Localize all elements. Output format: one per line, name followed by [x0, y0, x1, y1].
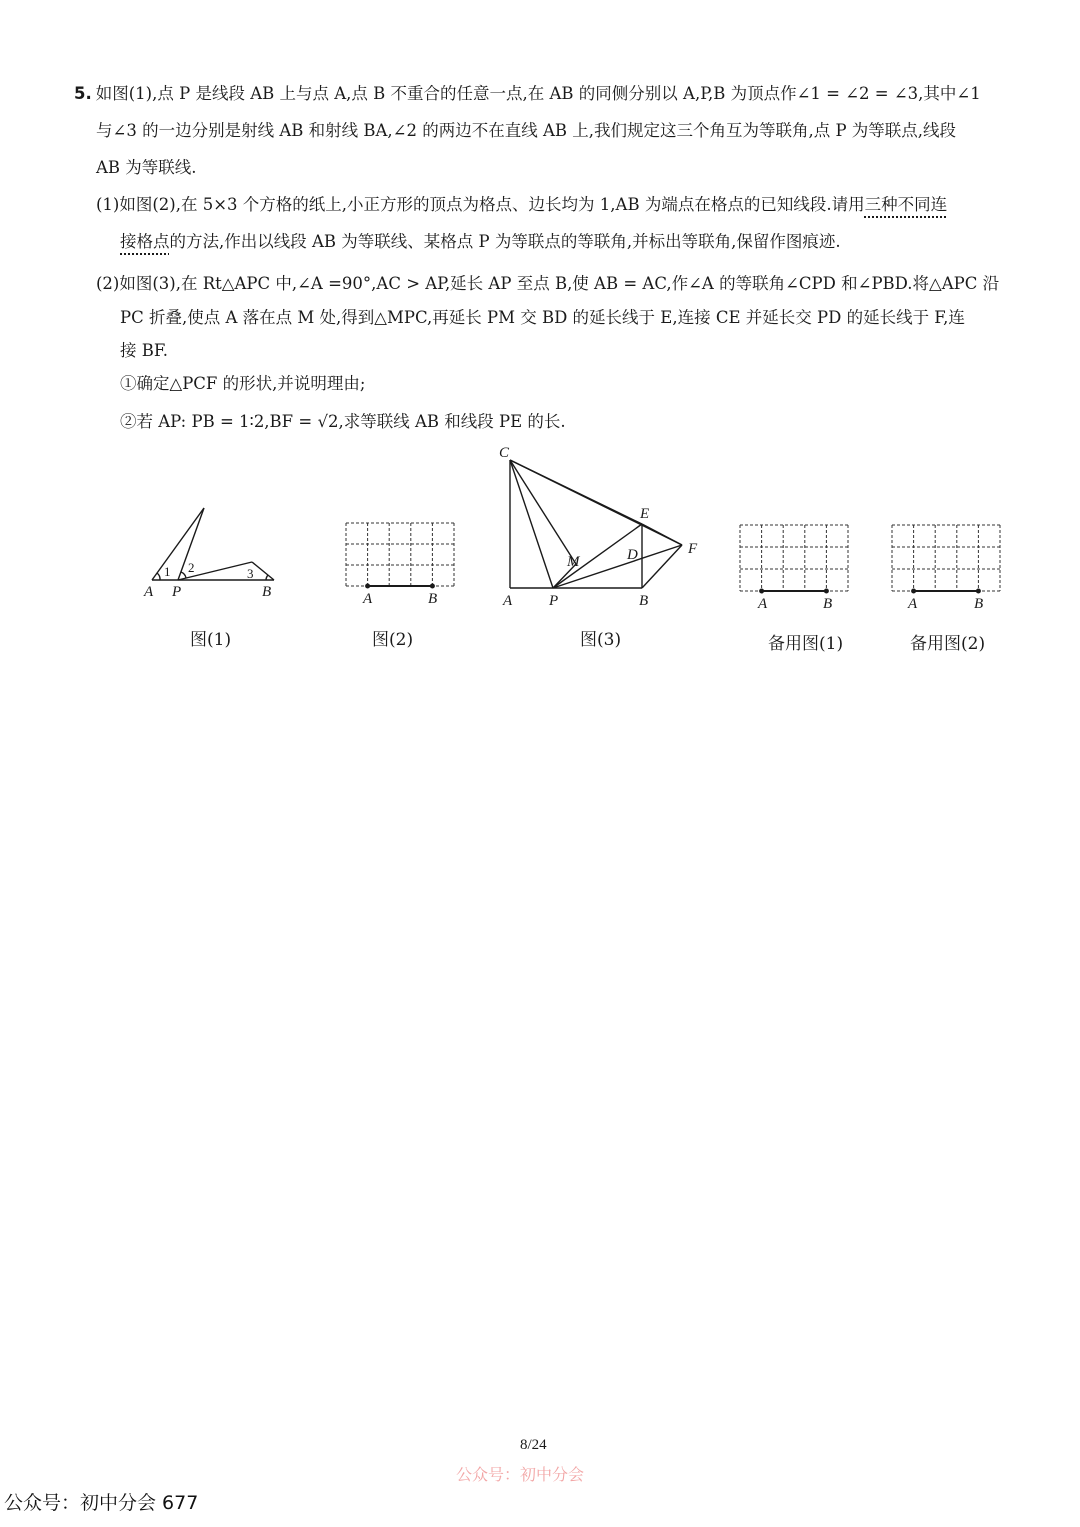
sub-question-1: ①确定△PCF 的形状,并说明理由;	[120, 374, 366, 393]
part2-line-3: 接 BF.	[120, 341, 168, 360]
spare-figure-1	[734, 517, 854, 654]
figure-3-diagram	[495, 440, 715, 615]
label-E: E	[640, 506, 650, 522]
label-A: A	[503, 593, 513, 609]
part2-line-2: PC 折叠,使点 A 落在点 M 处,得到△MPC,再延长 PM 交 BD 的延长线于 E,连接 CE 并延长交 PD 的延长线于 F,连	[120, 308, 965, 327]
figure-1-diagram	[140, 500, 290, 610]
emphasis-dots: 三种不同连	[864, 195, 948, 214]
label-B: B	[262, 584, 272, 600]
label-D: D	[627, 547, 638, 563]
spare-figure-2-grid	[886, 517, 1006, 612]
angle-3-label: 3	[247, 566, 254, 581]
question-number: 5.	[74, 84, 92, 103]
figure-2	[340, 515, 460, 650]
part1-line-2: 接格点的方法,作出以线段 AB 为等联线、某格点 P 为等联点的等联角,并标出等联角,保留作图痕迹.	[120, 232, 841, 251]
label-B: B	[428, 591, 438, 607]
angle-2-label: 2	[188, 560, 195, 575]
figure-2-grid	[340, 515, 460, 605]
spare-figure-1-grid	[734, 517, 854, 612]
intro-line-1: 5. 如图(1),点 P 是线段 AB 上与点 A,点 B 不重合的任意一点,在 AB 的同侧分别以 A,P,B 为顶点作∠1 = ∠2 = ∠3,其中∠1	[74, 84, 981, 103]
label-A: A	[758, 596, 768, 612]
figure-1-caption: 图(1)	[190, 630, 232, 650]
spare-figure-2-caption: 备用图(2)	[910, 634, 986, 654]
watermark-left: 公众号：初中分会 677	[4, 1492, 199, 1514]
label-M: M	[567, 554, 580, 570]
watermark-center: 公众号：初中分会	[456, 1465, 585, 1484]
part2-line-1: (2)如图(3),在 Rt△APC 中,∠A =90°,AC > AP,延长 AP 至点 B,使 AB = AC,作∠A 的等联角∠CPD 和∠PBD.将△APC 沿	[96, 274, 1000, 293]
figure-1	[140, 500, 290, 650]
angle-1-label: 1	[164, 564, 171, 579]
sub-question-2: ②若 AP: PB = 1∶2,BF = √2,求等联线 AB 和线段 PE 的长.	[120, 412, 566, 431]
figure-2-caption: 图(2)	[372, 630, 414, 650]
intro-line-2: 与∠3 的一边分别是射线 AB 和射线 BA,∠2 的两边不在直线 AB 上,我们规定这三个角互为等联角,点 P 为等联点,线段	[96, 121, 957, 140]
label-A: A	[908, 596, 918, 612]
emphasis-dots: 接格点	[120, 232, 170, 251]
page-number: 8/24	[520, 1437, 547, 1453]
label-P: P	[549, 593, 559, 609]
part1-line-1: (1)如图(2),在 5×3 个方格的纸上,小正方形的顶点为格点、边长均为 1,AB 为端点在格点的已知线段.请用三种不同连	[96, 195, 948, 214]
label-B: B	[823, 596, 833, 612]
label-B: B	[639, 593, 649, 609]
figure-3	[495, 440, 715, 650]
label-C: C	[499, 445, 510, 461]
label-P: P	[172, 584, 182, 600]
label-A: A	[363, 591, 373, 607]
label-B: B	[974, 596, 984, 612]
figure-3-caption: 图(3)	[580, 630, 622, 650]
label-F: F	[688, 541, 698, 557]
spare-figure-1-caption: 备用图(1)	[768, 634, 844, 654]
spare-figure-2	[886, 517, 1006, 654]
label-A: A	[144, 584, 154, 600]
intro-line-3: AB 为等联线.	[96, 158, 197, 177]
